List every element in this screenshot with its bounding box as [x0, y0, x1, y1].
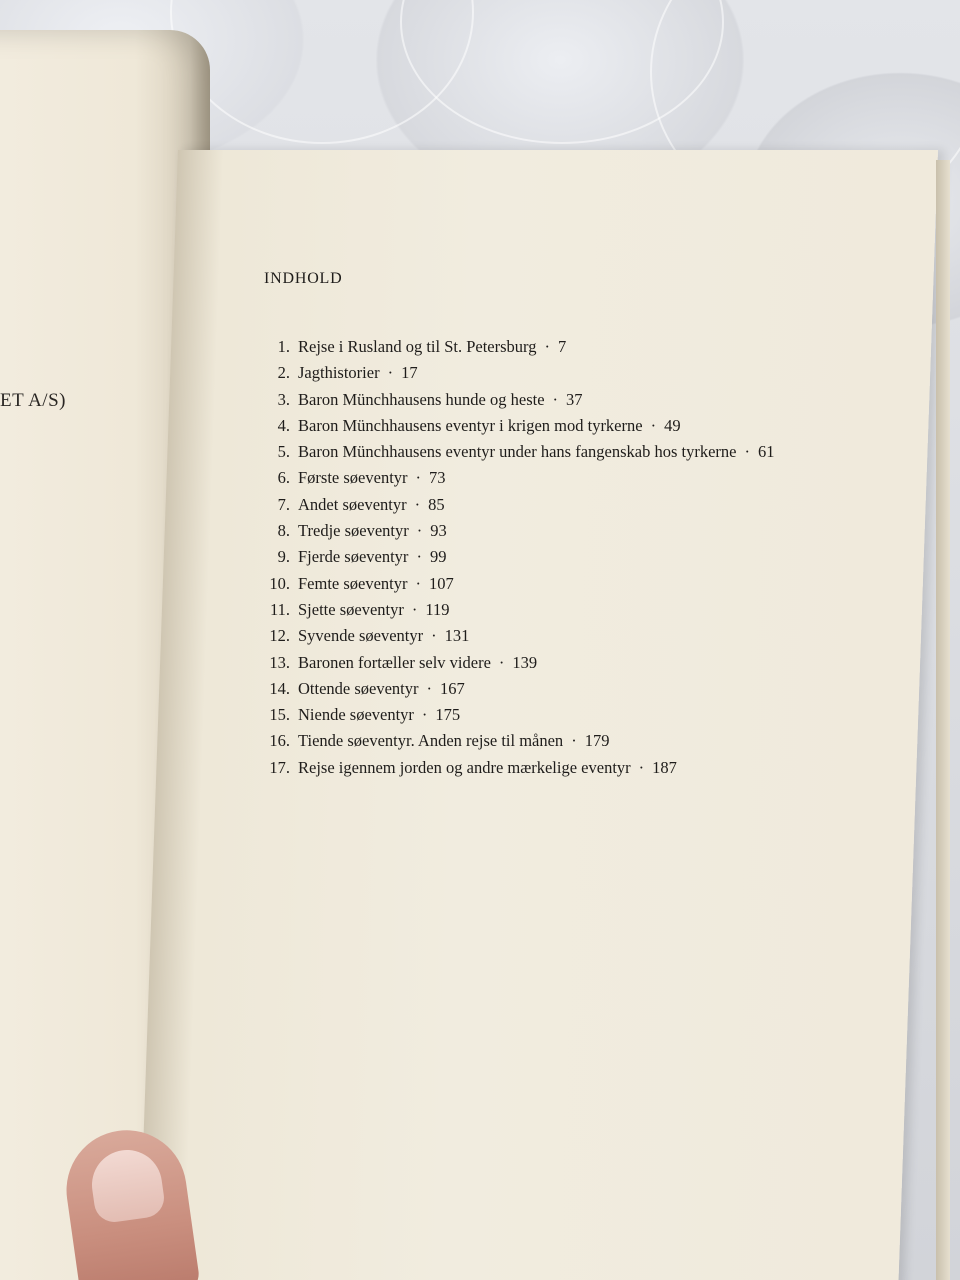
toc-separator: · [498, 652, 505, 672]
toc-entry [240, 465, 860, 491]
toc-entry-title [298, 597, 860, 623]
toc-entry-title [298, 465, 860, 491]
toc-entry-title-text: Rejse i Rusland og til St. Petersburg [298, 337, 537, 356]
toc-separator: · [415, 468, 422, 488]
toc-entry-title [298, 676, 860, 702]
toc-entry-title-text: Tiende søeventyr. Anden rejse til månen [298, 731, 564, 751]
toc-entry-number: 17. [269, 757, 290, 777]
toc-entry-title-text: Baron Münchhausens eventyr under hans fangenskab hos tyrkerne [298, 442, 737, 462]
toc-entry-title [298, 413, 860, 439]
toc-separator: · [638, 757, 645, 777]
toc-separator: · [415, 573, 422, 593]
toc-entry-title-text: Tredje søeventyr [298, 521, 409, 541]
toc-entry-page: 61 [758, 442, 775, 462]
toc-entry-page: 119 [425, 599, 450, 619]
toc-entry-title-text: Fjerde søeventyr [298, 547, 409, 567]
toc-entry-title-text: Sjette søeventyr [298, 599, 404, 619]
toc-separator: · [744, 442, 750, 462]
toc-entry-number: 3. [277, 389, 290, 409]
toc-entry-title-text: Femte søeventyr [298, 573, 408, 593]
toc-entry-page: 85 [428, 494, 445, 514]
toc-entry-page: 7 [558, 337, 567, 356]
toc-entry-number: 11. [269, 599, 290, 619]
toc-separator: · [421, 705, 428, 725]
toc-entry [240, 439, 860, 465]
toc-entry-page: 179 [584, 731, 610, 751]
toc-entry-number: 1. [277, 337, 290, 356]
toc-entry-title [298, 755, 860, 781]
toc-entry-page: 37 [566, 389, 583, 409]
toc-entry-title [298, 544, 860, 570]
toc-separator: · [571, 731, 577, 751]
toc-entry-number: 13. [269, 652, 290, 672]
toc-entry-page: 167 [440, 678, 465, 698]
toc-entry-number: 9. [277, 547, 290, 567]
toc-entry-number: 16. [269, 731, 290, 751]
toc-entry-title-text: Baron Münchhausens hunde og heste [298, 389, 545, 409]
toc-separator: · [426, 678, 433, 698]
toc-entry-title-text: Niende søeventyr [298, 705, 414, 725]
left-page-text: ET A/S) [0, 390, 66, 411]
toc-entry [240, 334, 860, 360]
toc-entry-number: 4. [277, 415, 290, 435]
toc-entry-title [298, 518, 860, 544]
toc-entry [240, 728, 860, 754]
toc-entry-title [298, 702, 860, 728]
toc-entry [240, 571, 860, 597]
toc-entry-title [298, 439, 860, 465]
toc-entry-title [298, 571, 860, 597]
toc-entry-title-text: Baron Münchhausens eventyr i krigen mod tyrkerne [298, 415, 643, 435]
toc-entry-page: 73 [429, 468, 446, 488]
toc-entry-number: 14. [269, 678, 290, 698]
toc-entry-title-text: Baronen fortæller selv videre [298, 652, 491, 672]
toc-entry-page: 175 [435, 705, 461, 725]
toc-entry [240, 650, 860, 676]
toc-separator: · [650, 415, 657, 435]
toc-separator: · [431, 626, 437, 646]
toc-entry-title [298, 360, 860, 386]
toc-entry-title [298, 650, 860, 676]
toc-entry-number: 10. [269, 573, 290, 593]
toc-entry-title-text: Jagthistorier [298, 363, 380, 383]
toc-separator: · [544, 337, 550, 356]
toc-entry [240, 676, 860, 702]
toc-entry [240, 755, 860, 781]
toc-entry-title [298, 728, 860, 754]
toc-entry-title-text: Første søeventyr [298, 468, 408, 488]
toc-entry-page: 99 [429, 547, 447, 567]
toc-separator: · [416, 521, 423, 541]
toc-separator: · [552, 389, 559, 409]
toc-separator: · [387, 363, 394, 383]
page-edge [936, 160, 950, 1280]
toc-entry-number: 2. [277, 363, 290, 383]
toc-entry [240, 702, 860, 728]
toc-entry-number: 5. [277, 442, 290, 462]
toc-entry [240, 518, 860, 544]
toc-heading: INDHOLD [264, 270, 343, 287]
toc-entry [240, 623, 860, 649]
toc-separator: · [411, 599, 418, 619]
toc-entry [240, 544, 860, 570]
toc-entry [240, 360, 860, 386]
toc-entry-page: 49 [664, 415, 681, 435]
toc-entry-page: 139 [512, 652, 538, 672]
toc-entry [240, 492, 860, 518]
toc-entry-title [298, 334, 860, 360]
toc-entry-title [298, 492, 860, 518]
toc-entry-title-text: Rejse igennem jorden og andre mærkelige eventyr [298, 757, 631, 777]
toc-entry-number: 12. [269, 626, 290, 646]
toc-entry-title [298, 623, 860, 649]
toc-entry-page: 93 [430, 521, 447, 541]
toc-entry-number: 15. [269, 705, 290, 725]
toc-separator: · [416, 547, 422, 567]
toc-entry-page: 17 [401, 363, 418, 383]
toc-entry-number: 7. [277, 494, 290, 514]
toc-entry-title-text: Ottende søeventyr [298, 678, 419, 698]
toc-entry-number: 6. [277, 468, 290, 488]
toc-entry-page: 187 [652, 757, 677, 777]
toc-separator: · [414, 494, 421, 514]
toc-entry-page: 131 [444, 626, 470, 646]
toc-list [240, 334, 860, 781]
toc-entry [240, 413, 860, 439]
toc-entry [240, 387, 860, 413]
toc-entry-number: 8. [277, 521, 290, 541]
toc-entry-title-text: Syvende søeventyr [298, 626, 424, 646]
toc-entry-page: 107 [429, 573, 454, 593]
toc-entry [240, 597, 860, 623]
toc-entry-title [298, 387, 860, 413]
toc-entry-title-text: Andet søeventyr [298, 494, 407, 514]
table-of-contents [240, 270, 860, 781]
